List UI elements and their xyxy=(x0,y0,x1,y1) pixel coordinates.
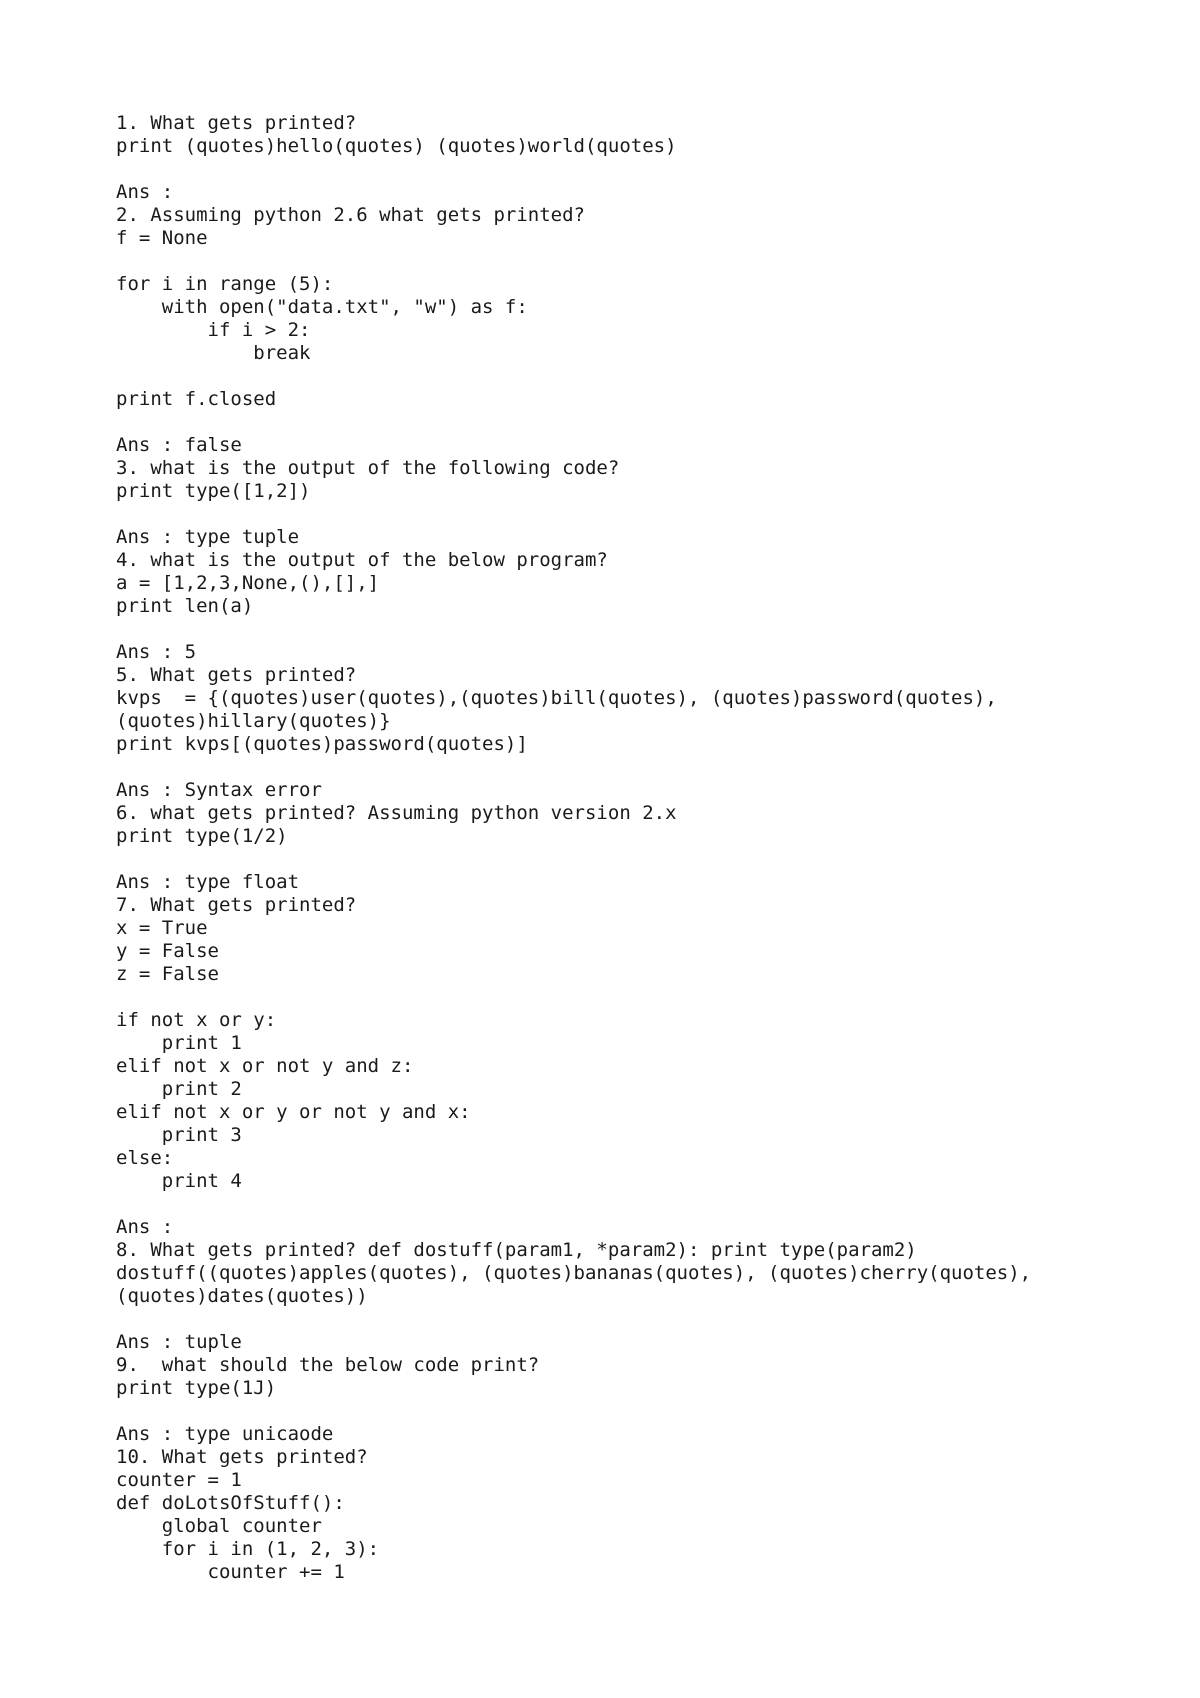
document-line: elif not x or not y and z: xyxy=(116,1055,414,1077)
document-line: Ans : Syntax error xyxy=(116,779,322,801)
document-line: print type(1J) xyxy=(116,1377,277,1399)
document-line: break xyxy=(116,342,311,364)
document-line: Ans : xyxy=(116,181,174,203)
document-line: print f.closed xyxy=(116,388,277,410)
document-line: 2. Assuming python 2.6 what gets printed? xyxy=(116,204,585,226)
document-line: print 2 xyxy=(116,1078,242,1100)
document-line: 8. What gets printed? def dostuff(param1, *param2): print type(param2) xyxy=(116,1239,917,1261)
document-line: print type(1/2) xyxy=(116,825,288,847)
document-line: if not x or y: xyxy=(116,1009,277,1031)
document-line: if i > 2: xyxy=(116,319,311,341)
document-line: Ans : type tuple xyxy=(116,526,300,548)
document-line: print 1 xyxy=(116,1032,242,1054)
document-body xyxy=(116,112,1176,1584)
document-line xyxy=(116,158,1176,181)
document-line: elif not x or y or not y and x: xyxy=(116,1101,471,1123)
document-line: print 3 xyxy=(116,1124,242,1146)
document-line: counter += 1 xyxy=(116,1561,345,1583)
document-line: 4. what is the output of the below program? xyxy=(116,549,608,571)
document-line: 10. What gets printed? xyxy=(116,1446,368,1468)
document-line: counter = 1 xyxy=(116,1469,242,1491)
document-line: 9. what should the below code print? xyxy=(116,1354,540,1376)
document-line: (quotes)hillary(quotes)} xyxy=(116,710,391,732)
document-line: Ans : 5 xyxy=(116,641,197,663)
document-line xyxy=(116,250,1176,273)
document-line: 7. What gets printed? xyxy=(116,894,357,916)
document-line: print len(a) xyxy=(116,595,254,617)
document-line: dostuff((quotes)apples(quotes), (quotes)bananas(quotes), (quotes)cherry(quotes), xyxy=(116,1262,1032,1284)
document-line: Ans : xyxy=(116,1216,174,1238)
document-line: kvps = {(quotes)user(quotes),(quotes)bill(quotes), (quotes)password(quotes), xyxy=(116,687,997,709)
document-line: Ans : false xyxy=(116,434,242,456)
document-line: z = False xyxy=(116,963,219,985)
document-line: with open("data.txt", "w") as f: xyxy=(116,296,528,318)
document-line: 1. What gets printed? xyxy=(116,112,357,134)
document-line: else: xyxy=(116,1147,174,1169)
document-line: print (quotes)hello(quotes) (quotes)world(quotes) xyxy=(116,135,677,157)
document-line xyxy=(116,848,1176,871)
document-line: 3. what is the output of the following code? xyxy=(116,457,620,479)
document-line: print type([1,2]) xyxy=(116,480,311,502)
document-line: def doLotsOfStuff(): xyxy=(116,1492,345,1514)
document-line: y = False xyxy=(116,940,219,962)
document-line xyxy=(116,1193,1176,1216)
document-line: 5. What gets printed? xyxy=(116,664,357,686)
document-line xyxy=(116,411,1176,434)
document-line: Ans : tuple xyxy=(116,1331,242,1353)
document-line xyxy=(116,365,1176,388)
document-line: print kvps[(quotes)password(quotes)] xyxy=(116,733,528,755)
document-line xyxy=(116,1308,1176,1331)
document-line xyxy=(116,503,1176,526)
document-line: global counter xyxy=(116,1515,322,1537)
document-line: (quotes)dates(quotes)) xyxy=(116,1285,368,1307)
document-line: x = True xyxy=(116,917,208,939)
document-line xyxy=(116,756,1176,779)
document-line: Ans : type unicaode xyxy=(116,1423,334,1445)
document-line: Ans : type float xyxy=(116,871,300,893)
document-line: f = None xyxy=(116,227,208,249)
document-line: 6. what gets printed? Assuming python version 2.x xyxy=(116,802,677,824)
document-line: print 4 xyxy=(116,1170,242,1192)
document-line: for i in range (5): xyxy=(116,273,334,295)
document-line xyxy=(116,1400,1176,1423)
document-line xyxy=(116,618,1176,641)
document-line: a = [1,2,3,None,(),[],] xyxy=(116,572,380,594)
document-line: for i in (1, 2, 3): xyxy=(116,1538,380,1560)
document-line xyxy=(116,986,1176,1009)
